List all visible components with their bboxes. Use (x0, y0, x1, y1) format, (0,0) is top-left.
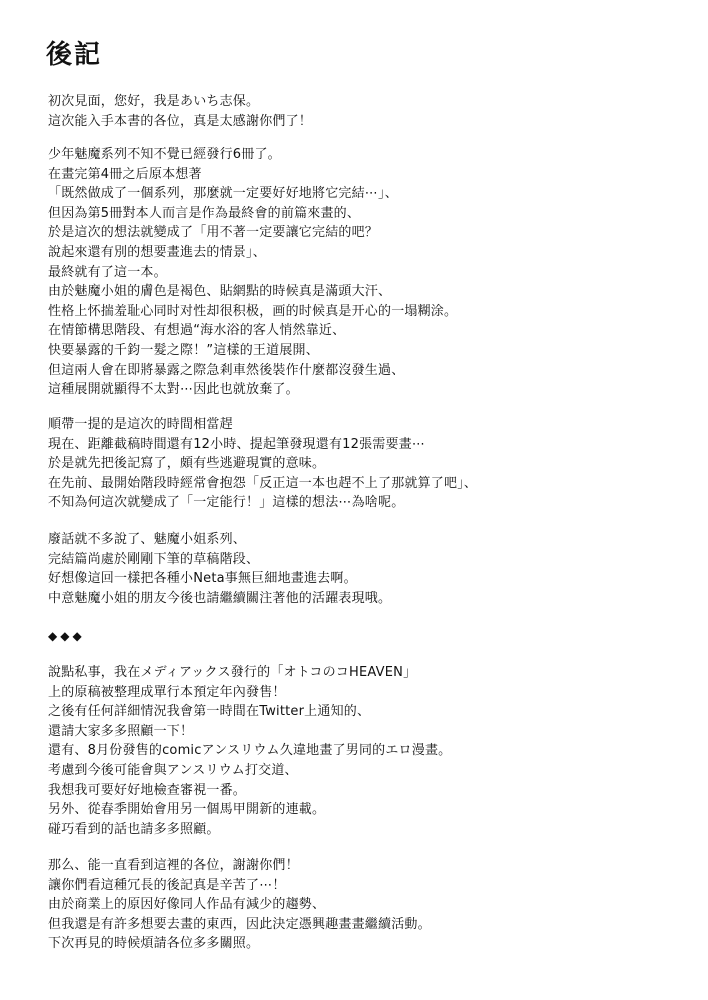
text-line: 我想我可要好好地檢查審視一番。 (48, 782, 247, 798)
text-line: 於是就先把後記寫了，頗有些逃避現實的意味。 (48, 456, 326, 472)
text-line: 但這兩人會在即將暴露之際急剎車然後裝作什麼都沒發生過、 (48, 362, 405, 378)
text-line: 這種展開就顯得不太對⋯因此也就放棄了。 (48, 382, 299, 398)
text-line: 讓你們看這種冗長的後記真是辛苦了⋯！ (48, 877, 286, 893)
paragraph-finale (48, 530, 391, 608)
text-line: 完結篇尚處於剛剛下筆的草稿階段、 (48, 551, 260, 567)
text-line: 考慮到今後可能會與アンスリウム打交道、 (48, 762, 298, 778)
text-line: 另外、從春季開始會用另一個馬甲開新的連載。 (48, 802, 326, 818)
text-line: 在情節構思階段、有想過“海水浴的客人悄然靠近、 (48, 323, 346, 339)
text-line: 說起來還有別的想要畫進去的情景」、 (48, 244, 266, 260)
text-line: 這次能入手本書的各位，真是太感謝你們了！ (48, 113, 313, 129)
paragraph-closing (48, 856, 431, 954)
text-line: 由於商業上的原因好像同人作品有減少的趨勢、 (48, 897, 326, 913)
text-line: 那么、能一直看到這裡的各位，謝謝你們！ (48, 858, 299, 873)
paragraph-news (48, 663, 451, 839)
text-line: 在畫完第4冊之后原本想著 (48, 166, 202, 182)
text-line: 上的原稿被整理成單行本預定年內發售！ (48, 684, 286, 700)
text-line: 最終就有了這一本。 (48, 264, 167, 280)
text-line: 中意魅魔小姐的朋友今後也請繼續關注著他的活躍表現哦。 (48, 590, 392, 606)
text-line: 初次見面，您好，我是あいち志保。 (48, 94, 260, 109)
text-line: 之後有任何詳細情況我會第一時間在Twitter上通知的、 (48, 704, 371, 720)
page-title: 後記 (46, 40, 103, 70)
text-line: 由於魅魔小姐的膚色是褐色、貼網點的時候真是滿頭大汗、 (48, 284, 392, 300)
text-line: 好想像這回一樣把各種小Neta事無巨細地畫進去啊。 (48, 571, 357, 587)
paragraph-greeting (48, 92, 312, 131)
text-line: 說點私事，我在メディアックス發行的「オトコのコHEAVEN」 (48, 665, 417, 680)
text-line: 性格上怀揣羞耻心同时对性却很积极，画的时候真是开心的一塌糊涂。 (48, 303, 458, 319)
text-line: 下次再見的時候煩請各位多多關照。 (48, 936, 260, 952)
paragraph-deadline (48, 415, 477, 513)
text-line: 還有、8月份發售的comicアンスリウム久違地畫了男同的エロ漫畫。 (48, 743, 452, 759)
text-line: 還請大家多多照顧一下！ (48, 723, 194, 739)
text-line: 碰巧看到的話也請多多照顧。 (48, 821, 220, 837)
text-line: 但因為第5冊對本人而言是作為最終會的前篇來畫的、 (48, 205, 361, 221)
text-line: 但我還是有許多想要去畫的東西，因此決定憑興趣畫畫繼續活動。 (48, 916, 431, 932)
text-line: 快要暴露的千鈞一髮之際！”這樣的王道展開、 (48, 342, 319, 358)
text-line: 不知為何這次就變成了「一定能行！」這樣的想法⋯為啥呢。 (48, 495, 405, 511)
section-separator: ◆◆◆ (48, 629, 85, 643)
text-line: 在先前、最開始階段時經常會抱怨「反正這一本也趕不上了那就算了吧」、 (48, 475, 478, 491)
text-line: 廢話就不多說了、魅魔小姐系列、 (48, 532, 247, 547)
text-line: 「既然做成了一個系列，那麼就一定要好好地將它完結⋯」、 (48, 186, 398, 202)
paragraph-series (48, 145, 457, 400)
text-line: 於是這次的想法就變成了「用不著一定要讓它完結的吧？ (48, 225, 379, 241)
text-line: 順帶一提的是這次的時間相當趕 (48, 417, 233, 432)
text-line: 少年魅魔系列不知不覺已經發行6冊了。 (48, 147, 281, 162)
text-line: 現在、距離截稿時間還有12小時、提起筆發現還有12張需要畫⋯ (48, 436, 426, 452)
